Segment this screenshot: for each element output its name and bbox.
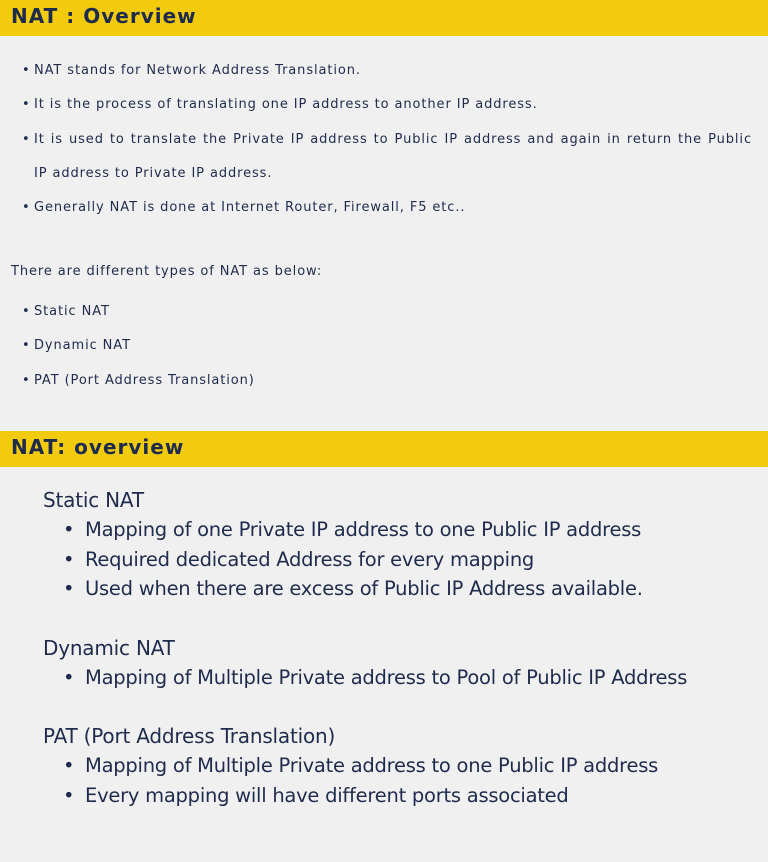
list-item xyxy=(22,88,752,122)
nat-types-detail xyxy=(43,485,743,840)
list-item xyxy=(22,329,255,363)
bullet-icon: • xyxy=(22,200,31,216)
list-item-text: NAT stands for Network Address Translation. xyxy=(34,63,361,78)
list-item xyxy=(22,364,255,398)
list-item xyxy=(22,191,752,225)
bullet-icon: • xyxy=(63,577,75,601)
list-item-text: It is the process of translating one IP address to another IP address. xyxy=(34,97,538,113)
list-item-text: Required dedicated Address for every mapping xyxy=(85,547,535,571)
bullet-icon: • xyxy=(22,97,31,113)
group-list xyxy=(43,751,743,810)
slide-title: NAT: overview xyxy=(11,435,185,459)
nat-types-list xyxy=(22,295,255,398)
list-item xyxy=(63,751,743,781)
bullet-icon: • xyxy=(63,518,75,541)
definition-list xyxy=(22,54,752,225)
list-item xyxy=(63,515,743,545)
list-item xyxy=(63,574,743,604)
bullet-icon: • xyxy=(63,783,75,807)
list-item-text: Generally NAT is done at Internet Router, Firewall, F5 etc.. xyxy=(34,200,466,216)
list-item-text: Mapping of one Private IP address to one Public IP address xyxy=(85,518,642,541)
list-item-text: Mapping of Multiple Private address to Pool of Public IP Address xyxy=(85,665,688,689)
list-item xyxy=(63,663,743,693)
bullet-icon: • xyxy=(22,63,31,78)
list-item-text: Every mapping will have different ports associated xyxy=(85,783,569,807)
slide-title: NAT : Overview xyxy=(11,4,197,28)
bullet-icon: • xyxy=(63,754,75,778)
bullet-icon: • xyxy=(22,304,31,319)
dynamic-nat-group xyxy=(43,633,743,693)
list-item-text: PAT (Port Address Translation) xyxy=(34,372,255,388)
list-item xyxy=(22,123,752,192)
group-heading: Static NAT xyxy=(43,488,144,512)
group-heading: PAT (Port Address Translation) xyxy=(43,724,336,749)
bullet-icon: • xyxy=(63,547,75,571)
bullet-icon: • xyxy=(22,338,31,354)
list-item xyxy=(63,545,743,575)
list-item-text: Mapping of Multiple Private address to one Public IP address xyxy=(85,754,659,778)
bullet-icon: • xyxy=(22,372,31,388)
slide-nat-types-detail xyxy=(0,431,768,862)
pat-group xyxy=(43,721,743,810)
title-bar xyxy=(0,0,768,36)
list-item xyxy=(22,295,255,329)
types-intro: There are different types of NAT as below: xyxy=(11,264,323,279)
list-item-text: Static NAT xyxy=(34,304,110,319)
static-nat-group xyxy=(43,485,743,604)
group-heading: Dynamic NAT xyxy=(43,635,175,660)
list-item-text: Used when there are excess of Public IP Address available. xyxy=(85,577,643,601)
list-item xyxy=(22,54,752,88)
bullet-icon: • xyxy=(22,131,31,147)
list-item-text: Dynamic NAT xyxy=(34,338,131,354)
group-list xyxy=(43,515,743,604)
title-bar xyxy=(0,431,768,467)
bullet-icon: • xyxy=(63,665,75,689)
list-item xyxy=(63,781,743,811)
list-item-text: It is used to translate the Private IP address to Public IP address and again in return the Public IP address to Private IP address. xyxy=(34,131,752,181)
group-list xyxy=(43,663,743,693)
